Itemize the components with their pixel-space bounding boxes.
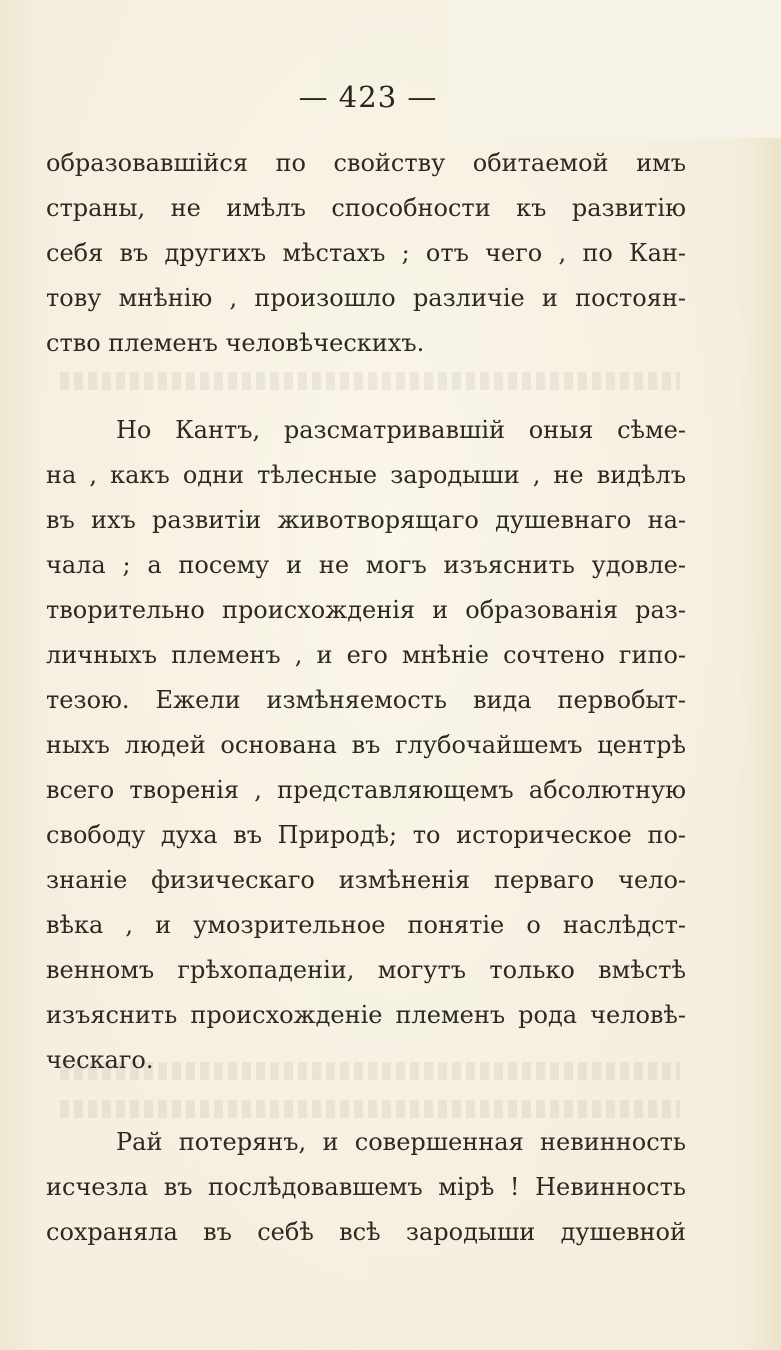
text-line: творительно происхожденія и образованія раз- [46, 596, 686, 624]
text-line: венномъ грѣхопаденіи, могутъ только вмѣстѣ [46, 956, 686, 984]
text-line: свободу духа въ Природѣ; то историческое по- [46, 821, 686, 849]
text-line: на , какъ одни тѣлесные зародыши , не видѣлъ [46, 461, 686, 489]
text-line: всего творенія , представляющемъ абсолютную [46, 776, 686, 804]
text-line: ныхъ людей основана въ глубочайшемъ центрѣ [46, 731, 686, 759]
text-line: изъяснить происхожденіе племенъ рода человѣ- [46, 1001, 686, 1029]
text-line: ческаго. [46, 1046, 154, 1074]
text-line: Но Кантъ, разсматривавшій оныя сѣме- [116, 416, 686, 444]
text-line: Рай потерянъ, и совершенная невинность [116, 1128, 686, 1156]
text-line: въ ихъ развитіи животворящаго душевнаго на- [46, 506, 686, 534]
paper-patch [448, 0, 781, 138]
text-line: вѣка , и умозрительное понятіе о наслѣдст- [46, 911, 686, 939]
text-line: ство племенъ человѣческихъ. [46, 329, 425, 357]
text-line: чала ; а посему и не могъ изъяснить удовле- [46, 551, 686, 579]
paragraph-1 [46, 141, 686, 366]
text-line: знаніе физическаго измѣненія перваго чело- [46, 866, 686, 894]
page-number: — 423 — [298, 80, 438, 114]
text-line: исчезла въ послѣдовавшемъ мірѣ ! Невинность [46, 1173, 686, 1201]
text-line: тову мнѣнію , произошло различіе и постоян- [46, 284, 686, 312]
show-through-text [60, 372, 680, 390]
paragraph-2 [46, 408, 686, 1083]
text-line: себя въ другихъ мѣстахъ ; отъ чего , по Кан- [46, 239, 686, 267]
paragraph-3 [46, 1120, 686, 1255]
text-line: сохраняла въ себѣ всѣ зародыши душевной [46, 1218, 686, 1246]
text-line: личныхъ племенъ , и его мнѣніе сочтено гипо- [46, 641, 686, 669]
show-through-text [60, 1100, 680, 1118]
text-line: страны, не имѣлъ способности къ развитію [46, 194, 686, 222]
text-line: образовавшійся по свойству обитаемой имъ [46, 149, 686, 177]
text-line: тезою. Ежели измѣняемость вида первобыт- [46, 686, 686, 714]
